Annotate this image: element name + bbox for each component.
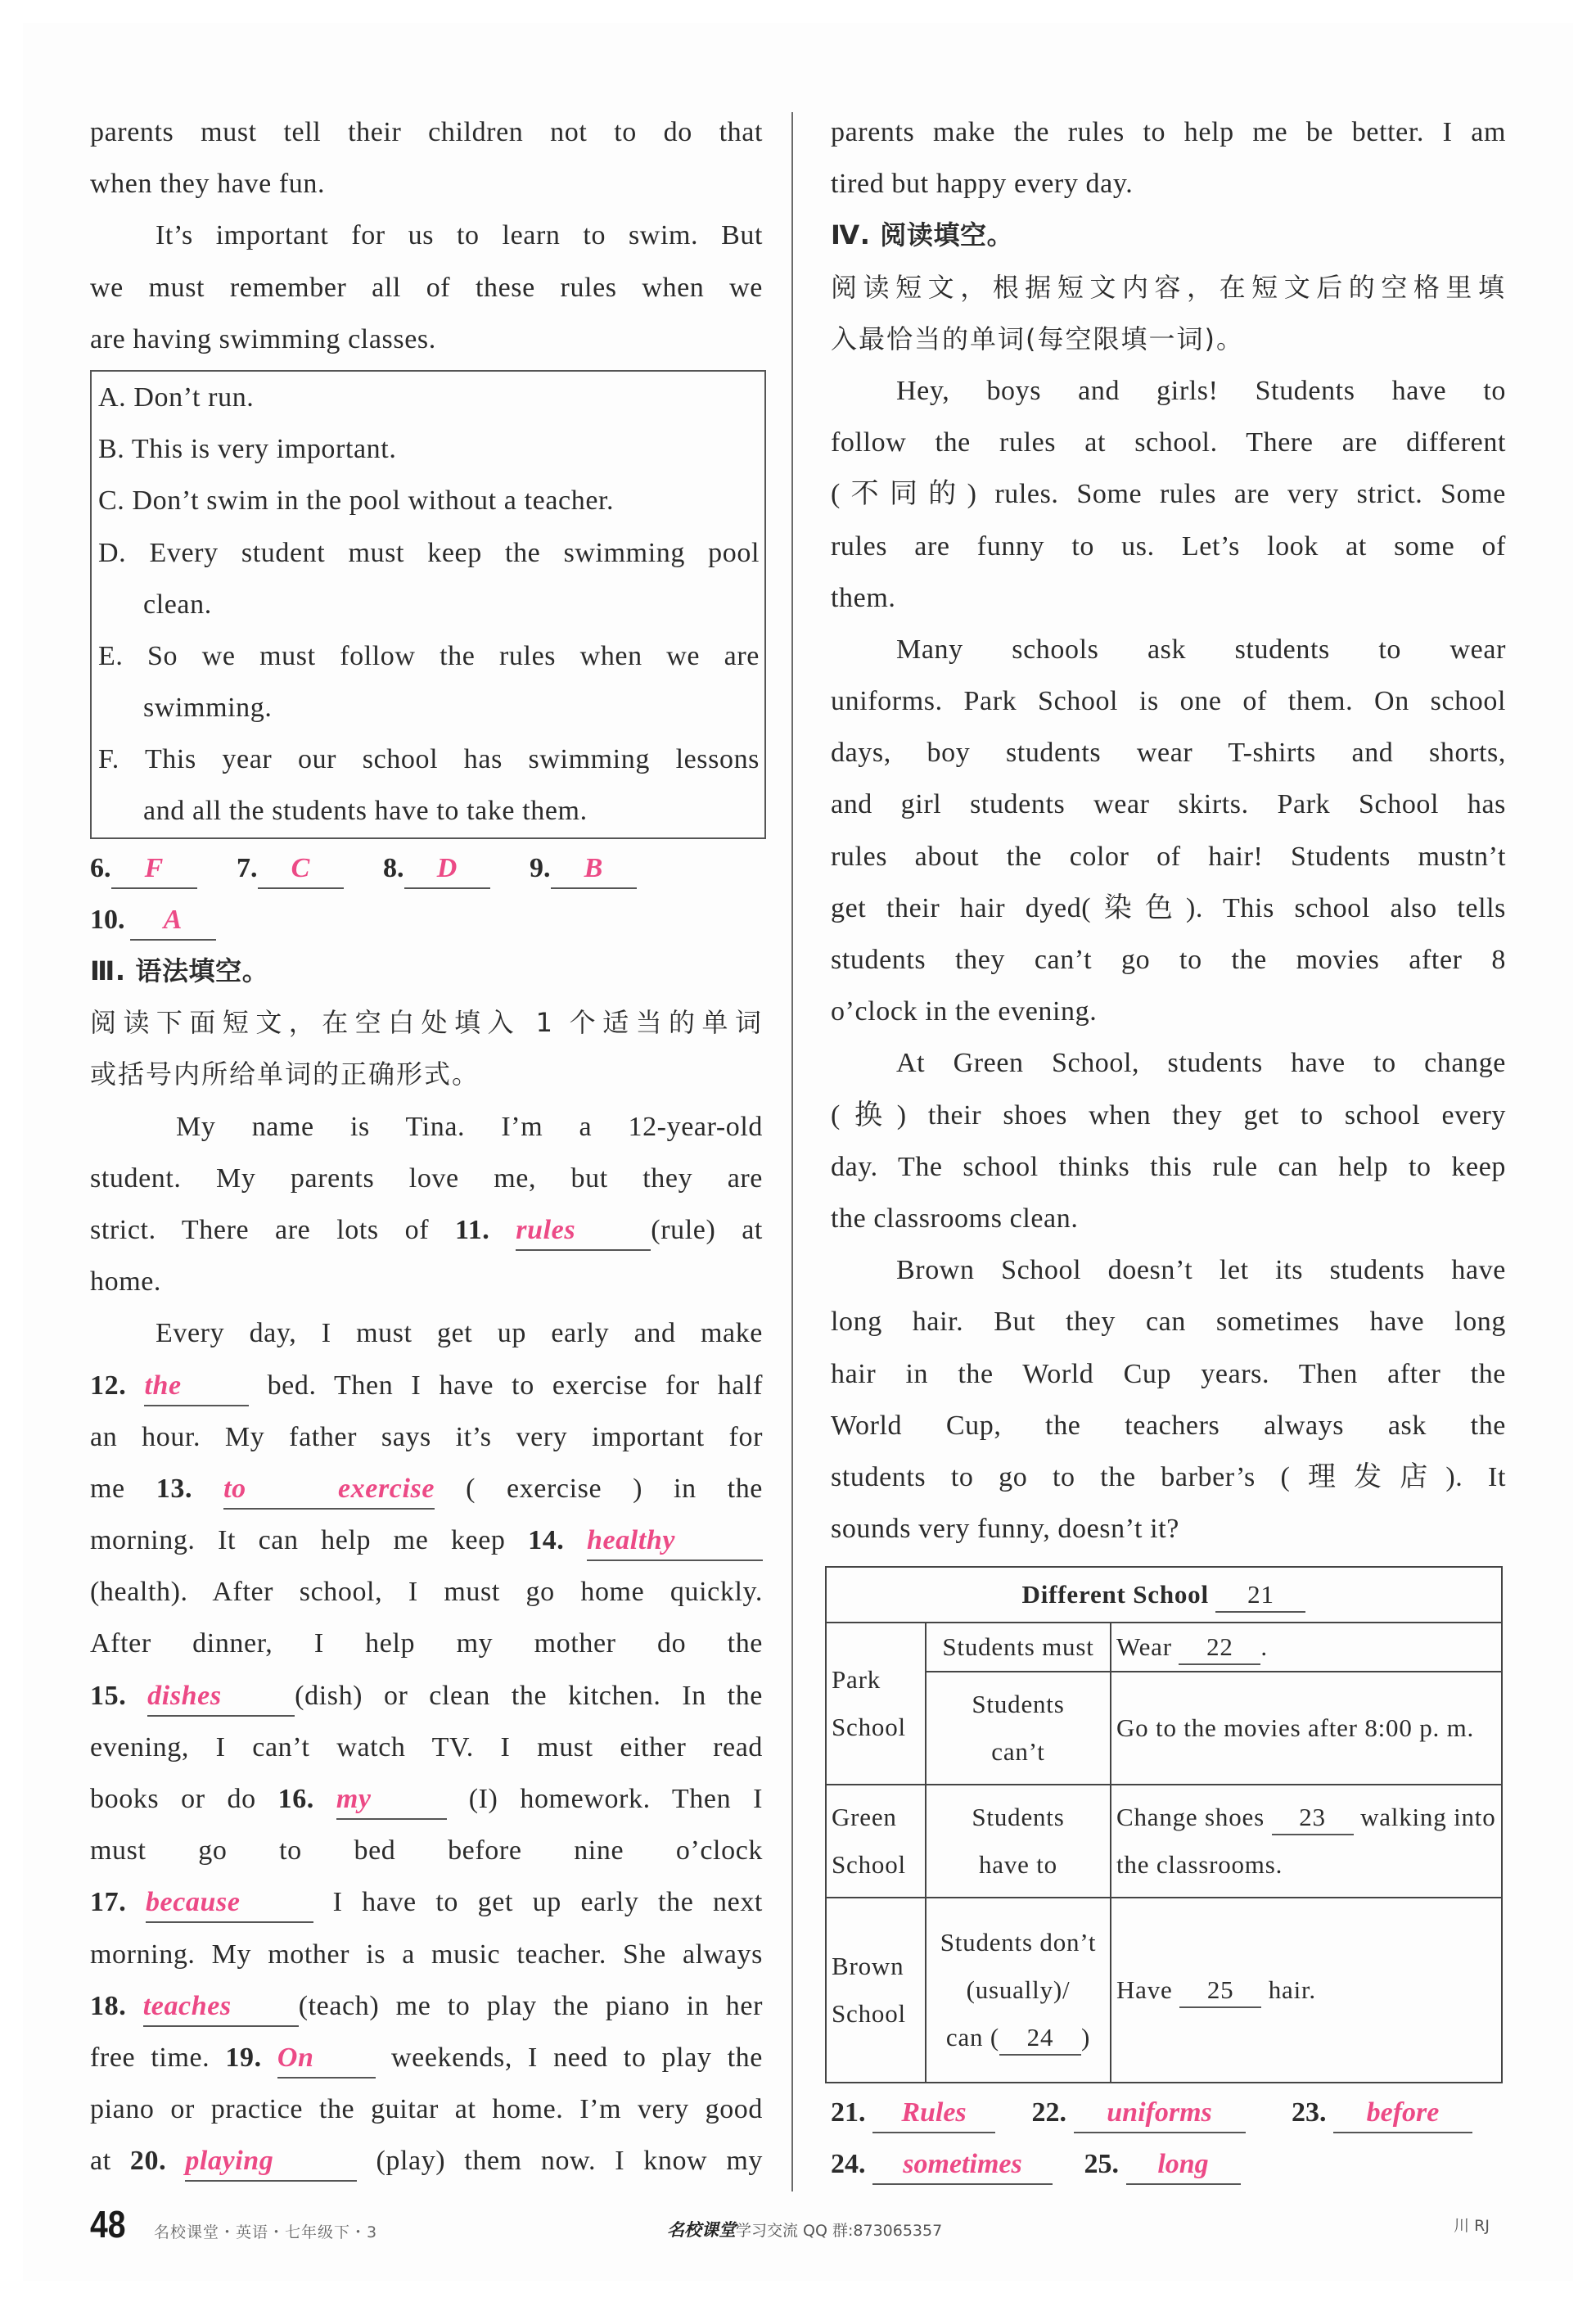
answer-13[interactable]: to exercise xyxy=(223,1473,435,1504)
text-line: 12. the bed. Then I have to exercise for half xyxy=(90,1360,763,1411)
text-line: long hair. But they can sometimes have long xyxy=(831,1307,1506,1338)
blank-25: 25 xyxy=(1179,1974,1261,2008)
text-line: Brown School doesn’t let its students have xyxy=(896,1255,1506,1286)
green-label: Students have to xyxy=(926,1785,1111,1898)
answer-22[interactable]: uniforms xyxy=(1107,2097,1212,2128)
text-line: Hey, boys and girls! Students have to xyxy=(896,375,1506,406)
answer-19[interactable]: On xyxy=(277,2042,314,2073)
option-e-cont: swimming. xyxy=(143,693,273,724)
text-line: an hour. My father says it’s very important for xyxy=(90,1421,763,1452)
table-title: Different School 21 xyxy=(826,1567,1502,1623)
page-number: 48 xyxy=(90,2203,126,2246)
text-line: uniforms. Park School is one of them. On school xyxy=(831,686,1506,717)
answer-24[interactable]: sometimes xyxy=(903,2149,1022,2180)
option-f-cont: and all the students have to take them. xyxy=(143,796,588,827)
text-line: At Green School, students have to change xyxy=(896,1048,1506,1079)
answer-23[interactable]: before xyxy=(1366,2097,1440,2128)
text-line: and girl students wear skirts. Park School has xyxy=(831,789,1506,820)
text-line: when they have fun. xyxy=(90,169,326,200)
option-d-cont: clean. xyxy=(143,589,212,620)
brand-group-info: 名校课堂学习交流 QQ 群:873065357 xyxy=(667,2220,943,2240)
answer-12[interactable]: the xyxy=(144,1370,182,1401)
brown-label: Students don’t (usually)/ can ( 24 ) xyxy=(926,1898,1111,2083)
park-must-value: Wear 22 . xyxy=(1111,1623,1502,1672)
options-box xyxy=(90,370,766,839)
option-c: C. Don’t swim in the pool without a teacher. xyxy=(98,485,615,517)
text-line: tired but happy every day. xyxy=(831,169,1134,200)
text-line: morning. My mother is a music teacher. She always xyxy=(90,1939,763,1970)
right-column xyxy=(831,106,1506,2191)
text-line: student. My parents love me, but they are xyxy=(90,1162,763,1194)
text-line: home. xyxy=(90,1266,162,1298)
text-line: (换) their shoes when they get to school every xyxy=(831,1099,1506,1131)
text-line: hair in the World Cup years. Then after the xyxy=(831,1358,1506,1389)
answer-6[interactable]: F xyxy=(144,852,164,883)
answer-20[interactable]: playing xyxy=(185,2146,274,2177)
answer-14[interactable]: healthy xyxy=(586,1525,676,1556)
option-f: F. This year our school has swimming lessons xyxy=(98,744,760,775)
section-3-title: Ⅲ. 语法填空。 xyxy=(90,955,269,986)
park-school-cell: Park School xyxy=(826,1623,926,1785)
text-line: sounds very funny, doesn’t it? xyxy=(831,1514,1179,1545)
brand-logo: 名校课堂 xyxy=(667,2220,736,2240)
answer-18[interactable]: teaches xyxy=(142,1990,232,2021)
text-line: My name is Tina. I’m a 12-year-old xyxy=(176,1111,763,1142)
brown-school-cell: Brown School xyxy=(826,1898,926,2083)
section-4-instruction: 阅读短文，根据短文内容，在短文后的空格里填 xyxy=(831,271,1506,303)
brown-value: Have 25 hair. xyxy=(1111,1898,1502,2083)
section-4-title: Ⅳ. 阅读填空。 xyxy=(831,219,1014,251)
answer-8[interactable]: D xyxy=(436,852,458,883)
blank-22: 22 xyxy=(1179,1631,1260,1665)
park-must-label: Students must xyxy=(926,1623,1111,1672)
text-line: morning. It can help me keep 14. healthy xyxy=(90,1514,763,1566)
text-line: strict. There are lots of 11. rules (rule) at xyxy=(90,1204,763,1256)
blank-23: 23 xyxy=(1272,1801,1354,1835)
column-divider xyxy=(791,112,793,2191)
answers-24-25: 24. sometimes 25. long xyxy=(831,2138,1506,2190)
text-line: rules are funny to us. Let’s look at some of xyxy=(831,530,1506,562)
text-line: 15. dishes (dish) or clean the kitchen. In the xyxy=(90,1670,763,1722)
answer-16[interactable]: my xyxy=(336,1784,372,1814)
text-line: World Cup, the teachers always ask the xyxy=(831,1410,1506,1441)
option-b: B. This is very important. xyxy=(98,434,397,465)
answers-6-9: 6. F 7. C 8. D 9. B xyxy=(90,842,763,894)
text-line: parents must tell their children not to do that xyxy=(90,117,763,147)
answers-21-23: 21. Rules 22. uniforms 23. before xyxy=(831,2087,1506,2138)
blank-21: 21 xyxy=(1215,1578,1305,1613)
text-line: me 13. to exercise ( exercise ) in the xyxy=(90,1463,763,1514)
park-cant-label: Students can’t xyxy=(926,1672,1111,1785)
text-line: free time. 19. On weekends, I need to play the xyxy=(90,2032,763,2083)
text-line: books or do 16. my (I) homework. Then I xyxy=(90,1773,763,1825)
answers-10: 10. A xyxy=(90,894,763,946)
text-line: days, boy students wear T-shirts and shorts, xyxy=(831,738,1506,769)
text-line: the classrooms clean. xyxy=(831,1203,1079,1234)
text-line: get their hair dyed(染色). This school also tells xyxy=(831,892,1506,923)
answer-11[interactable]: rules xyxy=(516,1214,576,1245)
text-line: we must remember all of these rules when we xyxy=(90,272,763,303)
text-line: day. The school thinks this rule can help to keep xyxy=(831,1151,1506,1182)
text-line: are having swimming classes. xyxy=(90,323,436,354)
text-line: students they can’t go to the movies after 8 xyxy=(831,945,1506,975)
answer-25[interactable]: long xyxy=(1157,2149,1209,2180)
text-line: (health). After school, I must go home quickly. xyxy=(90,1577,763,1608)
text-line: After dinner, I help my mother do the xyxy=(90,1628,763,1659)
green-school-cell: Green School xyxy=(826,1785,926,1898)
green-value: Change shoes 23 walking into the classrooms. xyxy=(1111,1785,1502,1898)
blank-24: 24 xyxy=(999,2021,1081,2056)
edition-mark: 川 RJ xyxy=(1454,2217,1490,2235)
page-footer xyxy=(90,2202,1514,2251)
text-line: parents make the rules to help me be better. I am xyxy=(831,117,1506,147)
text-line: at 20. playing (play) them now. I know my xyxy=(90,2135,763,2187)
text-line: It’s important for us to learn to swim. But xyxy=(156,220,763,251)
answer-17[interactable]: because xyxy=(145,1887,241,1918)
answer-7[interactable]: C xyxy=(291,852,310,883)
section-3-instruction: 阅读下面短文，在空白处填入 1 个适当的单词 xyxy=(90,1007,763,1039)
text-line: (不同的) rules. Some rules are very strict. Some xyxy=(831,479,1506,510)
text-line: them. xyxy=(831,582,896,613)
left-column xyxy=(90,106,763,2187)
option-e: E. So we must follow the rules when we are xyxy=(98,640,760,671)
text-line: evening, I can’t watch TV. I must either read xyxy=(90,1731,763,1763)
book-title: 名校课堂・英语・七年级下・3 xyxy=(154,2223,378,2241)
text-line: must go to bed before nine o’clock xyxy=(90,1835,763,1866)
text-line: students to go to the barber’s (理发店). It xyxy=(831,1461,1506,1492)
answer-21[interactable]: Rules xyxy=(901,2097,967,2128)
section-3-instruction: 或括号内所给单词的正确形式。 xyxy=(90,1058,480,1090)
text-line: Many schools ask students to wear xyxy=(896,634,1506,665)
text-line: Every day, I must get up early and make xyxy=(156,1318,763,1349)
text-line: o’clock in the evening. xyxy=(831,996,1098,1027)
text-line: piano or practice the guitar at home. I’m very good xyxy=(90,2094,763,2125)
text-line: 17. because I have to get up early the next xyxy=(90,1876,763,1928)
answer-10[interactable]: A xyxy=(163,904,183,935)
option-a: A. Don’t run. xyxy=(98,381,255,413)
answer-9[interactable]: B xyxy=(584,852,603,883)
school-rules-table xyxy=(825,1566,1503,2083)
text-line: follow the rules at school. There are different xyxy=(831,427,1506,458)
park-cant-value: Go to the movies after 8:00 p. m. xyxy=(1111,1672,1502,1785)
text-line: 18. teaches (teach) me to play the piano in her xyxy=(90,1980,763,2032)
option-d: D. Every student must keep the swimming pool xyxy=(98,537,760,568)
section-4-instruction: 入最恰当的单词(每空限填一词)。 xyxy=(831,323,1244,354)
reading-passage xyxy=(831,365,1506,1555)
text-line: rules about the color of hair! Students mustn’t xyxy=(831,841,1506,872)
answer-15[interactable]: dishes xyxy=(147,1680,222,1711)
